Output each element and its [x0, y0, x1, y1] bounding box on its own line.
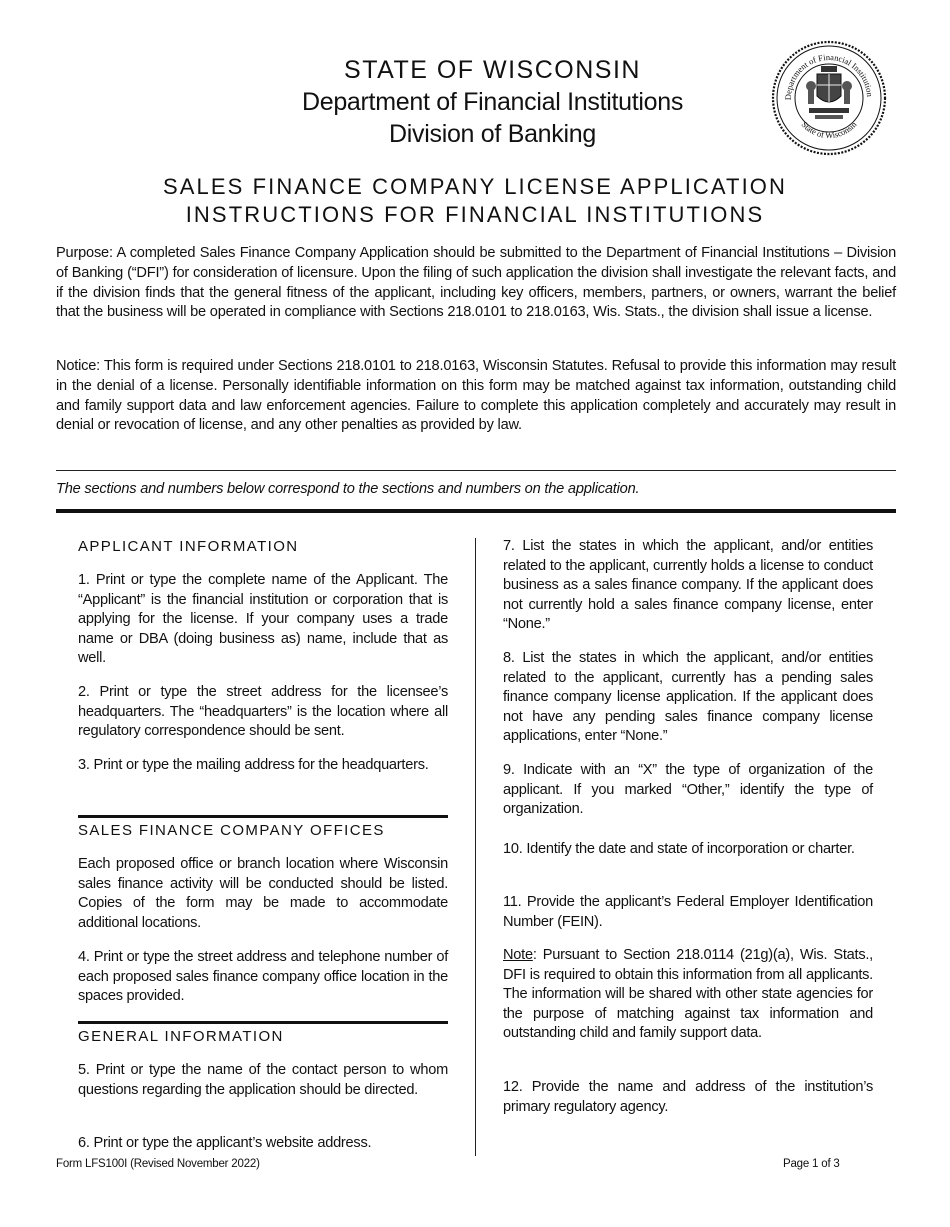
instruction-item-4: 4. Print or type the street address and telephone number of each proposed sales finance company office location in the spaces provided. [78, 949, 448, 1005]
instruction-item-2: 2. Print or type the street address for the licensee’s headquarters. The “headquarters” is the location where all regulatory correspondence should be sent. [78, 684, 448, 740]
offices-paragraph: Each proposed office or branch location where Wisconsin sales finance activity will be conducted should be listed. Copies of the form may be made to accommodate additional locations. [78, 856, 448, 931]
section-rule-general [78, 1021, 448, 1024]
state-seal-icon [771, 40, 887, 156]
sections-note: The sections and numbers below correspond to the sections and numbers on the application. [56, 481, 640, 497]
section-heading-offices: SALES FINANCE COMPANY OFFICES [78, 822, 385, 839]
instruction-item-9: 9. Indicate with an “X” the type of organization of the applicant. If you marked “Other,” identify the type of organization. [503, 762, 873, 818]
instruction-item-8: 8. List the states in which the applicant, and/or entities related to the applicant, currently has a pending sales finance company license application. If the applicant does not have any pending sales finance company license applications, enter “None.” [503, 650, 873, 745]
header-division: Division of Banking [389, 120, 596, 148]
instruction-item-11: 11. Provide the applicant’s Federal Employer Identification Number (FEIN). [503, 894, 873, 930]
footer-form-id: Form LFS100I (Revised November 2022) [56, 1158, 260, 1170]
instruction-item-5: 5. Print or type the name of the contact person to whom questions regarding the application should be directed. [78, 1062, 448, 1098]
section-heading-applicant: APPLICANT INFORMATION [78, 538, 299, 555]
instruction-item-12: 12. Provide the name and address of the institution’s primary regulatory agency. [503, 1079, 873, 1115]
column-divider [475, 538, 476, 1156]
footer-page-number: Page 1 of 3 [783, 1158, 840, 1170]
purpose-paragraph: Purpose: A completed Sales Finance Company Application should be submitted to the Department of Financial Institutions – Division of Banking (“DFI”) for consideration of licensure. Upon the filing of such application the division shall investigate the relevant facts, and if the division finds that the general fitness of the applicant, including key officers, members, partners, or owners, warrant the belief that the business will be operated in compliance with Sections 218.0101 to 218.0163, Wis. Stats., the division shall issue a license. [56, 245, 896, 321]
header-department: Department of Financial Institutions [301, 88, 684, 116]
divider-thick [56, 509, 896, 513]
fein-note [503, 946, 873, 1044]
svg-text:State of Wisconsin [800, 119, 859, 140]
instruction-item-10: 10. Identify the date and state of incorporation or charter. [503, 841, 855, 857]
section-rule-offices [78, 815, 448, 818]
seal-text-bottom: State of Wisconsin [799, 119, 859, 141]
instruction-item-7: 7. List the states in which the applicant, and/or entities related to the applicant, currently holds a license to conduct business as a sales finance company. If the applicant does not currently hold a sales finance company license, enter “None.” [503, 538, 873, 633]
header-state: STATE OF WISCONSIN [344, 56, 641, 84]
instruction-item-1: 1. Print or type the complete name of the Applicant. The “Applicant” is the financial institution or corporation that is applying for the license. If your company uses a trade name or DBA (doing business as) name, include that as well. [78, 572, 448, 667]
title-line-2: INSTRUCTIONS FOR FINANCIAL INSTITUTIONS [185, 202, 765, 227]
note-text: : Pursuant to Section 218.0114 (21g)(a), Wis. Stats., DFI is required to obtain this information from all applicants. The information will be shared with other state agencies for the purpose of matching against tax information and outstanding child and family support data. [503, 947, 873, 1042]
notice-paragraph: Notice: This form is required under Sections 218.0101 to 218.0163, Wisconsin Statutes. Refusal to provide this information may result in the denial of a license. Personally identifiable information on this form may be matched against tax information, outstanding child and family support data and law enforcement agencies. Failure to complete this application completely and accurately may result in denial or revocation of license, and any other penalties as provided by law. [56, 358, 896, 434]
instruction-item-3: 3. Print or type the mailing address for the headquarters. [78, 757, 429, 773]
note-label: Note [503, 947, 533, 963]
seal-text-top: Department of Financial Institution [782, 51, 876, 101]
section-heading-general: GENERAL INFORMATION [78, 1028, 284, 1045]
title-line-1: SALES FINANCE COMPANY LICENSE APPLICATION [162, 174, 788, 199]
instruction-item-6: 6. Print or type the applicant’s website address. [78, 1135, 372, 1151]
divider-thin [56, 470, 896, 471]
